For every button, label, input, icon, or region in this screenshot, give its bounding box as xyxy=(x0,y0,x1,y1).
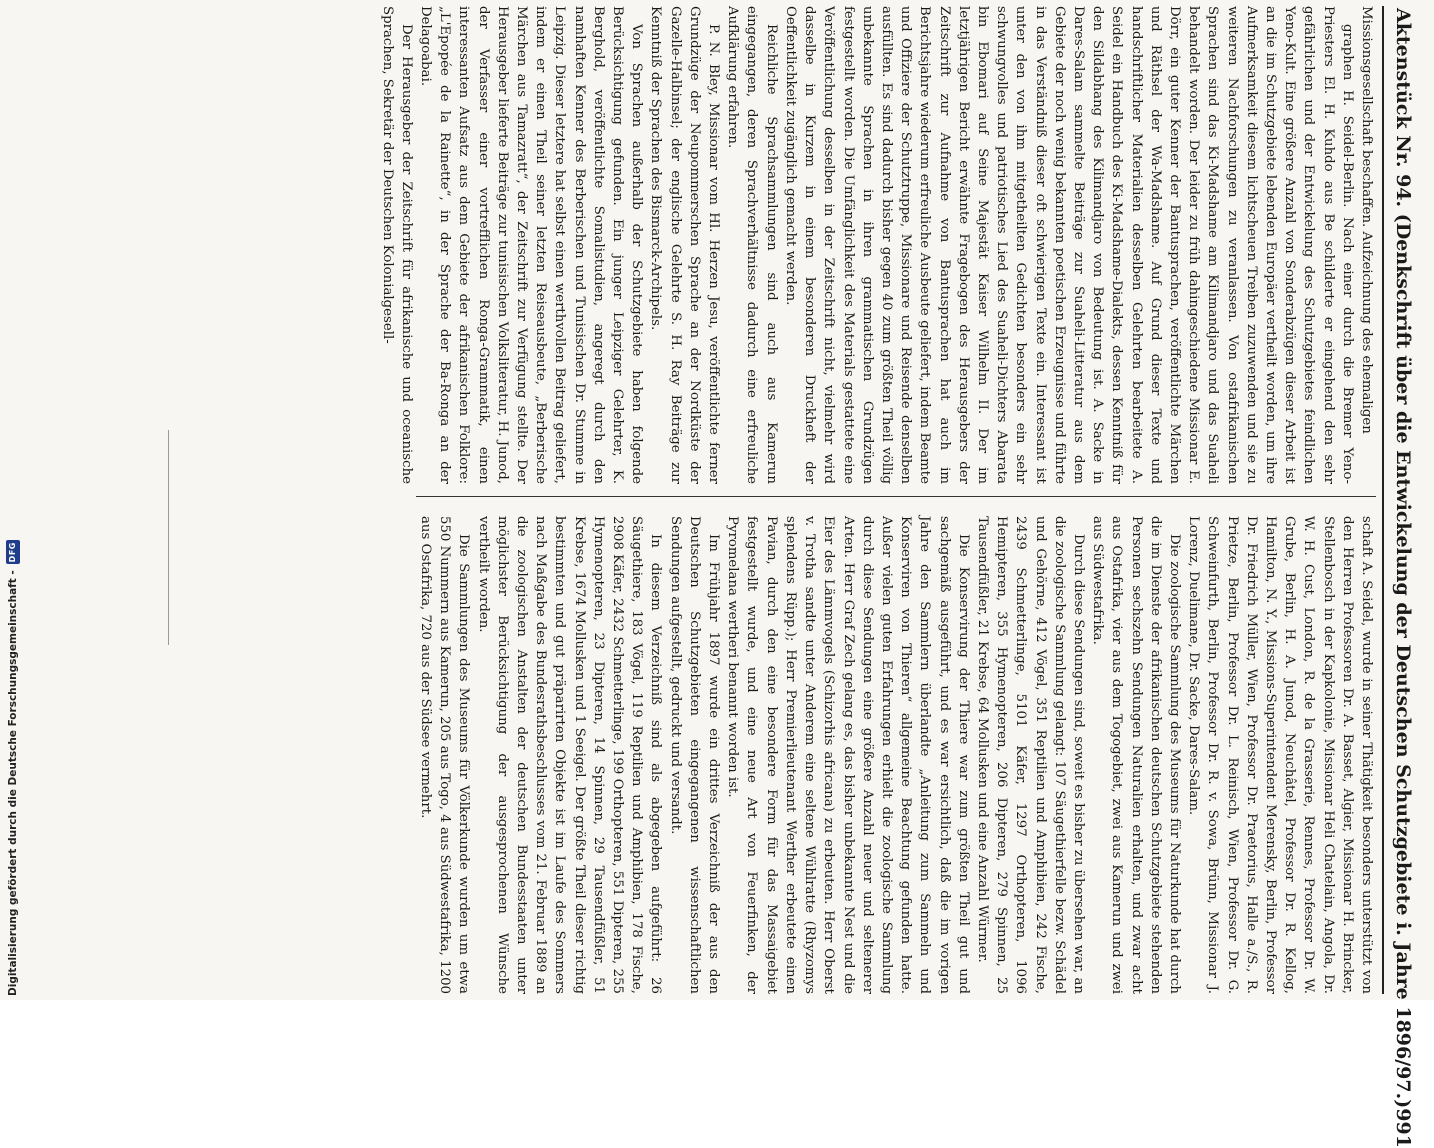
paragraph: Durch diese Sendungen sind, soweit es bisher zu übersehen war, an die zoologische Sammlung gelangt: 107 Säugethierfelle bezw. Schädel und Gehörne, 412 Vögel, 351 Reptilien und Amphibien, 242 Fische, 2439 Schmetterlinge, 5101 Käfer, 1297 Orthopteren, 1096 Hemipteren, 355 Hymenopteren, 206 Dipteren, 279 Spinnen, 25 Tausendfüßler, 21 Krebse, 64 Mollusken und eine Anzahl Würmer. xyxy=(974,516,1086,994)
running-head-title: Aktenstück Nr. 94. (Denkschrift über die Entwickelung der Deutschen Schutzgebiete i. Jahre 1896/97.) xyxy=(1392,8,1414,1109)
paragraph: Missionsgesellschaft beschaffen. Aufzeichnung des ehemaligen xyxy=(1359,6,1374,434)
running-head xyxy=(1388,8,1418,1148)
paragraph: Im Frühjahr 1897 wurde ein drittes Verzeichniß der aus den Deutschen Schutzgebieten eingegangenen wissenschaftlichen Sendungen aufgestellt, gedruckt und versandt. xyxy=(667,516,722,994)
paragraph: P. N. Bley, Missionar vom Hl. Herzen Jesu, veröffentlichte ferner Grundzüge der Neupommerschen Sprache an der Nordküste der Gazelle-Halbinsel; der englische Gelehrte S. H. Ray Beiträge zur Kenntniß der Sprachen des Bismarck-Archipels. xyxy=(648,6,722,484)
paragraph: In diesem Verzeichniß sind als abgegeben aufgeführt: 26 Säugethiere, 183 Vögel, 119 Reptilien und Amphibien, 178 Fische, 2908 Käfer, 2432 Schmetterlinge, 199 Orthopteren, 551 Dipteren, 255 Hymenopteren, 23 Dipteren, 14 Spinnen, 29 Tausendfüßler, 51 Krebse, 1674 Mollusken und 1 Seeigel. Der größte Theil dieser richtig bestimmten und gut präparirten Objekte ist im Laufe des Sommers nach Maßgabe des Bundesrathsbeschlusses vom 21. Februar 1889 an die zoologischen Anstalten der deutschen Bundesstaaten unter möglichster Berücksichtigung der ausgesprochenen Wünsche vertheilt worden. xyxy=(475,516,664,994)
funding-note-text: Digitalisierung gefördert durch die Deutsche Forschungsgemeinschaft - xyxy=(7,570,19,996)
left-column xyxy=(377,6,1376,484)
paragraph: Der Herausgeber der Zeitschrift für afrikanische und oceanische Sprachen, Sekretär der Deutschen Kolonialgesell- xyxy=(379,6,414,484)
dfg-logo: DFG xyxy=(6,540,20,564)
funding-note xyxy=(2,0,24,996)
paragraph: Von Sprachen außerhalb der Schutzgebiete haben folgende Berücksichtigung gefunden. Ein junger Leipziger Gelehrter, K. Berghold, veröffentlichte Somalistudien, angeregt durch den namhaften Kenner des Berberischen und Tunisischen Dr. Stumme in Leipzig. Dieser letztere hat selbst einen werthvollen Beitrag geliefert, indem er einen Theil seiner letzten Reiseausbeute, „Berberische Märchen aus Tamazratt“, der Zeitschrift zur Verfügung stellte. Der Herausgeber lieferte Beiträge zur tunisischen Volksliteratur, H. Junod, der Verfasser einer vortrefflichen Ronga-Grammatik, einen interessanten Aufsatz aus dem Gebiete der afrikanischen Folklore: „L'Epopée de la Rainette“, in der Sprache der Ba-Ronga an der Delagoabai. xyxy=(418,6,645,484)
right-column xyxy=(416,516,1376,994)
rotated-document-page xyxy=(198,0,1428,1148)
page-number: 991 xyxy=(1392,1108,1414,1148)
paragraph: schaft A. Seidel, wurde in seiner Thätigkeit besonders unterstützt von den Herren Professoren Dr. A. Basset, Algier, Missionar H. Brincker, Stellenbosch in der Kapkolonie, Missionar Heli Chatelain, Angola, Dr. W. H. Cust, London, R. de la Grasserie, Rennes, Professor Dr. W. Grube, Berlin, H. A. Junod, Neuchâtel, Professor Dr. R. Kellog, Hamilton, N. Y., Missions-Superintendent Merensky, Berlin, Professor Dr. Friedrich Müller, Wien, Professor Dr. Praetorius, Halle a./S., R. Prietze, Berlin, Professor Dr. L. Reinisch, Wien, Professor Dr. G. Schweinfurth, Berlin, Professor Dr. R. v. Sowa, Brünn, Missionar J. Lorenz, Duelimane, Dr. Sacke, Dares-Salam. xyxy=(1186,516,1374,994)
column-divider xyxy=(416,496,1376,497)
paragraph: Die Sammlungen des Museums für Völkerkunde wurden um etwa 550 Nummern aus Kamerun, 205 aus Togo, 4 aus Südwestafrika, 1200 aus Ostafrika, 720 aus der Südsee vermehrt. xyxy=(418,516,472,994)
side-strip xyxy=(0,0,26,1000)
paragraph: Reichliche Sprachsammlungen sind auch aus Kamerun eingegangen, deren Sprachverhältnisse dadurch eine erfreuliche Aufklärung erfahren. xyxy=(725,6,779,484)
paragraph: Die zoologische Sammlung des Museums für Naturkunde hat durch die im Dienste der afrikanischen deutschen Schutzgebiete stehenden Personen sechszehn Sendungen Naturalien erhalten, und zwar acht aus Ostafrika, vier aus dem Togogebiet, zwei aus Kamerun und zwei aus Südwestafrika. xyxy=(1090,516,1182,994)
fold-line xyxy=(168,430,169,645)
header-rule xyxy=(1382,6,1384,994)
paragraph: Die Konservirung der Thiere war zum größten Theil gut und sachgemäß ausgeführt, und es war ersichtlich, daß die im vorigen Jahre den Sammlern überlandte „Anleitung zum Sammeln und Konserviren von Thieren“ allgemeine Beachtung gefunden hatte. Außer vielen guten Erfahrungen erhielt die zoologische Sammlung durch diese Sendungen eine größere Anzahl neuer und seltenerer Arten. Herr Graf Zech gelang es, das bisher unbekannte Nest und die Eier des Lämmvogels (Schizorhis africana) zu erbeuten. Herr Oberst v. Trotha sandte unter Anderem eine seltene Wühlratte (Rhyzomys splendens Rüpp.); Herr Premierlieutenant Werther erbeutete einen Pavian, durch den eine besondere Form für das Massaigebiet festgestellt wurde, und eine neue Art von Feuerfinken, der Pyromelana wertheri benannt worden ist. xyxy=(725,516,971,994)
paragraph: graphen H. Seidel-Berlin. Nach einer durch die Bremer Yeno-Priesters El. H. Kuhdo aus Be schilderte er eingehend den sehr gefährlichen und der Entwickelung des Schutzgebietes feindlichen Yeno-Kult. Eine größere Anzahl von Sonderabzügen dieser Arbeit ist an die im Schutzgebiete lebenden Europäer vertheilt worden, um ihre Aufmerksamkeit diesem lichtscheuen Treiben zuzuwenden und sie zu weiteren Nachforschungen zu veranlassen. Von ostafrikanischen Sprachen sind das Ki-Madshame am Kilimandjaro und das Suaheli behandelt worden. Der leider zu früh dahingeschiedene Missionar E. Dörr, ein guter Kenner der Bantusprachen, veröffentlichte Märchen und Räthsel der Wa-Madshame. Auf Grund dieser Texte und handschriftlicher Materialien desselben Gelehrten bearbeitete A. Seidel ein Handbuch des Ki-Madshame-Dialekts, dessen Kenntniß für den Sildabhang des Kilimandjaro von Bedeutung ist. A. Sacke in Dares-Salam sammelte Beiträge zur Suaheli-Litteratur aus dem Gebiete der noch wenig bekannten poetischen Erzeugnisse und führte in das Verständniß dieser oft schwierigen Texte ein. Interessant ist unter den von ihm mitgetheilten Gedichten besonders ein sehr schwungvolles und patriotisches Lied des Suaheli-Dichters Abarata bin Ebomari auf Seine Majestät Kaiser Wilhelm II. Der im letztjährigen Bericht erwähnte Fragebogen des Herausgebers der Zeitschrift zur Aufnahme von Bantusprachen hat auch im Berichtsjahre wiederum erfreuliche Ausbeute geliefert, indem Beamte und Offiziere der Schutztruppe, Missionare und Reisende denselben ausfüllten. Es sind dadurch bisher gegen 40 zum größten Theil völlig unbekannte Sprachen in ihren grammatischen Grundzügen festgestellt worden. Die Umfänglichkeit des Materials gestattete eine Veröffentlichung desselben in der Zeitschrift nicht, vielmehr wird dasselbe in Kurzem in einem besonderen Druckheft der Oeffentlichkeit zugänglich gemacht werden. xyxy=(782,6,1355,484)
